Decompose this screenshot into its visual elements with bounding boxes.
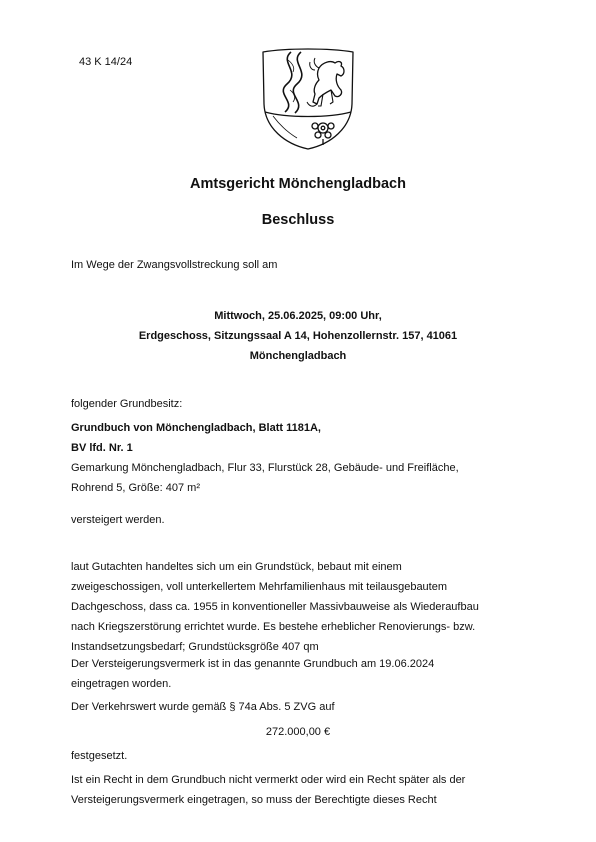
description-line: laut Gutachten handeltes sich um ein Grundstück, bebaut mit einem <box>71 561 402 573</box>
grundbuch-block <box>71 418 459 498</box>
appointment-date: Mittwoch, 25.06.2025, 09:00 Uhr, <box>214 310 382 322</box>
rights-paragraph <box>71 770 465 810</box>
grundbuch-parcel: Gemarkung Mönchengladbach, Flur 33, Flurstück 28, Gebäude- und Freifläche, <box>71 462 459 474</box>
auction-text: versteigert werden. <box>71 514 165 526</box>
case-number: 43 K 14/24 <box>79 56 133 68</box>
vermerk-line: Der Versteigerungsvermerk ist in das genannte Grundbuch am 19.06.2024 <box>71 658 435 670</box>
intro-text: Im Wege der Zwangsvollstreckung soll am <box>71 259 278 271</box>
property-label: folgender Grundbesitz: <box>71 398 183 410</box>
description-line: zweigeschossigen, voll unterkellertem Mehrfamilienhaus mit teilausgebautem <box>71 581 448 593</box>
appointment-block <box>0 306 596 366</box>
description-line: Dachgeschoss, dass ca. 1955 in konventioneller Massivbauweise als Wiederaufbau <box>71 601 479 613</box>
appointment-city: Mönchengladbach <box>249 350 347 362</box>
description-line: nach Kriegszerstörung errichtet wurde. Es bestehe erheblicher Renovierungs- bzw. <box>71 621 476 633</box>
court-name: Amtsgericht Mönchengladbach <box>190 176 406 192</box>
rights-line: Ist ein Recht in dem Grundbuch nicht vermerkt oder wird ein Recht später als der <box>71 774 466 786</box>
appointment-location: Erdgeschoss, Sitzungssaal A 14, Hohenzollernstr. 157, 41061 <box>138 330 458 342</box>
document-type: Beschluss <box>261 212 335 228</box>
fixed-text: festgesetzt. <box>71 750 128 762</box>
grundbuch-title: Grundbuch von Mönchengladbach, Blatt 1181A, <box>71 422 321 434</box>
coat-of-arms-emblem <box>257 46 359 152</box>
description-paragraph <box>71 557 479 657</box>
grundbuch-entry-number: BV lfd. Nr. 1 <box>71 442 133 454</box>
grundbuch-address: Rohrend 5, Größe: 407 m² <box>71 482 201 494</box>
verkehrswert-text: Der Verkehrswert wurde gemäß § 74a Abs. 5 ZVG auf <box>71 701 335 713</box>
rights-line: Versteigerungsvermerk eingetragen, so muss der Berechtigte dieses Recht <box>71 794 437 806</box>
vermerk-paragraph <box>71 654 434 694</box>
vermerk-line: eingetragen worden. <box>71 678 172 690</box>
verkehrswert-amount: 272.000,00 € <box>265 726 331 738</box>
description-line: Instandsetzungsbedarf; Grundstücksgröße 407 qm <box>71 641 319 653</box>
